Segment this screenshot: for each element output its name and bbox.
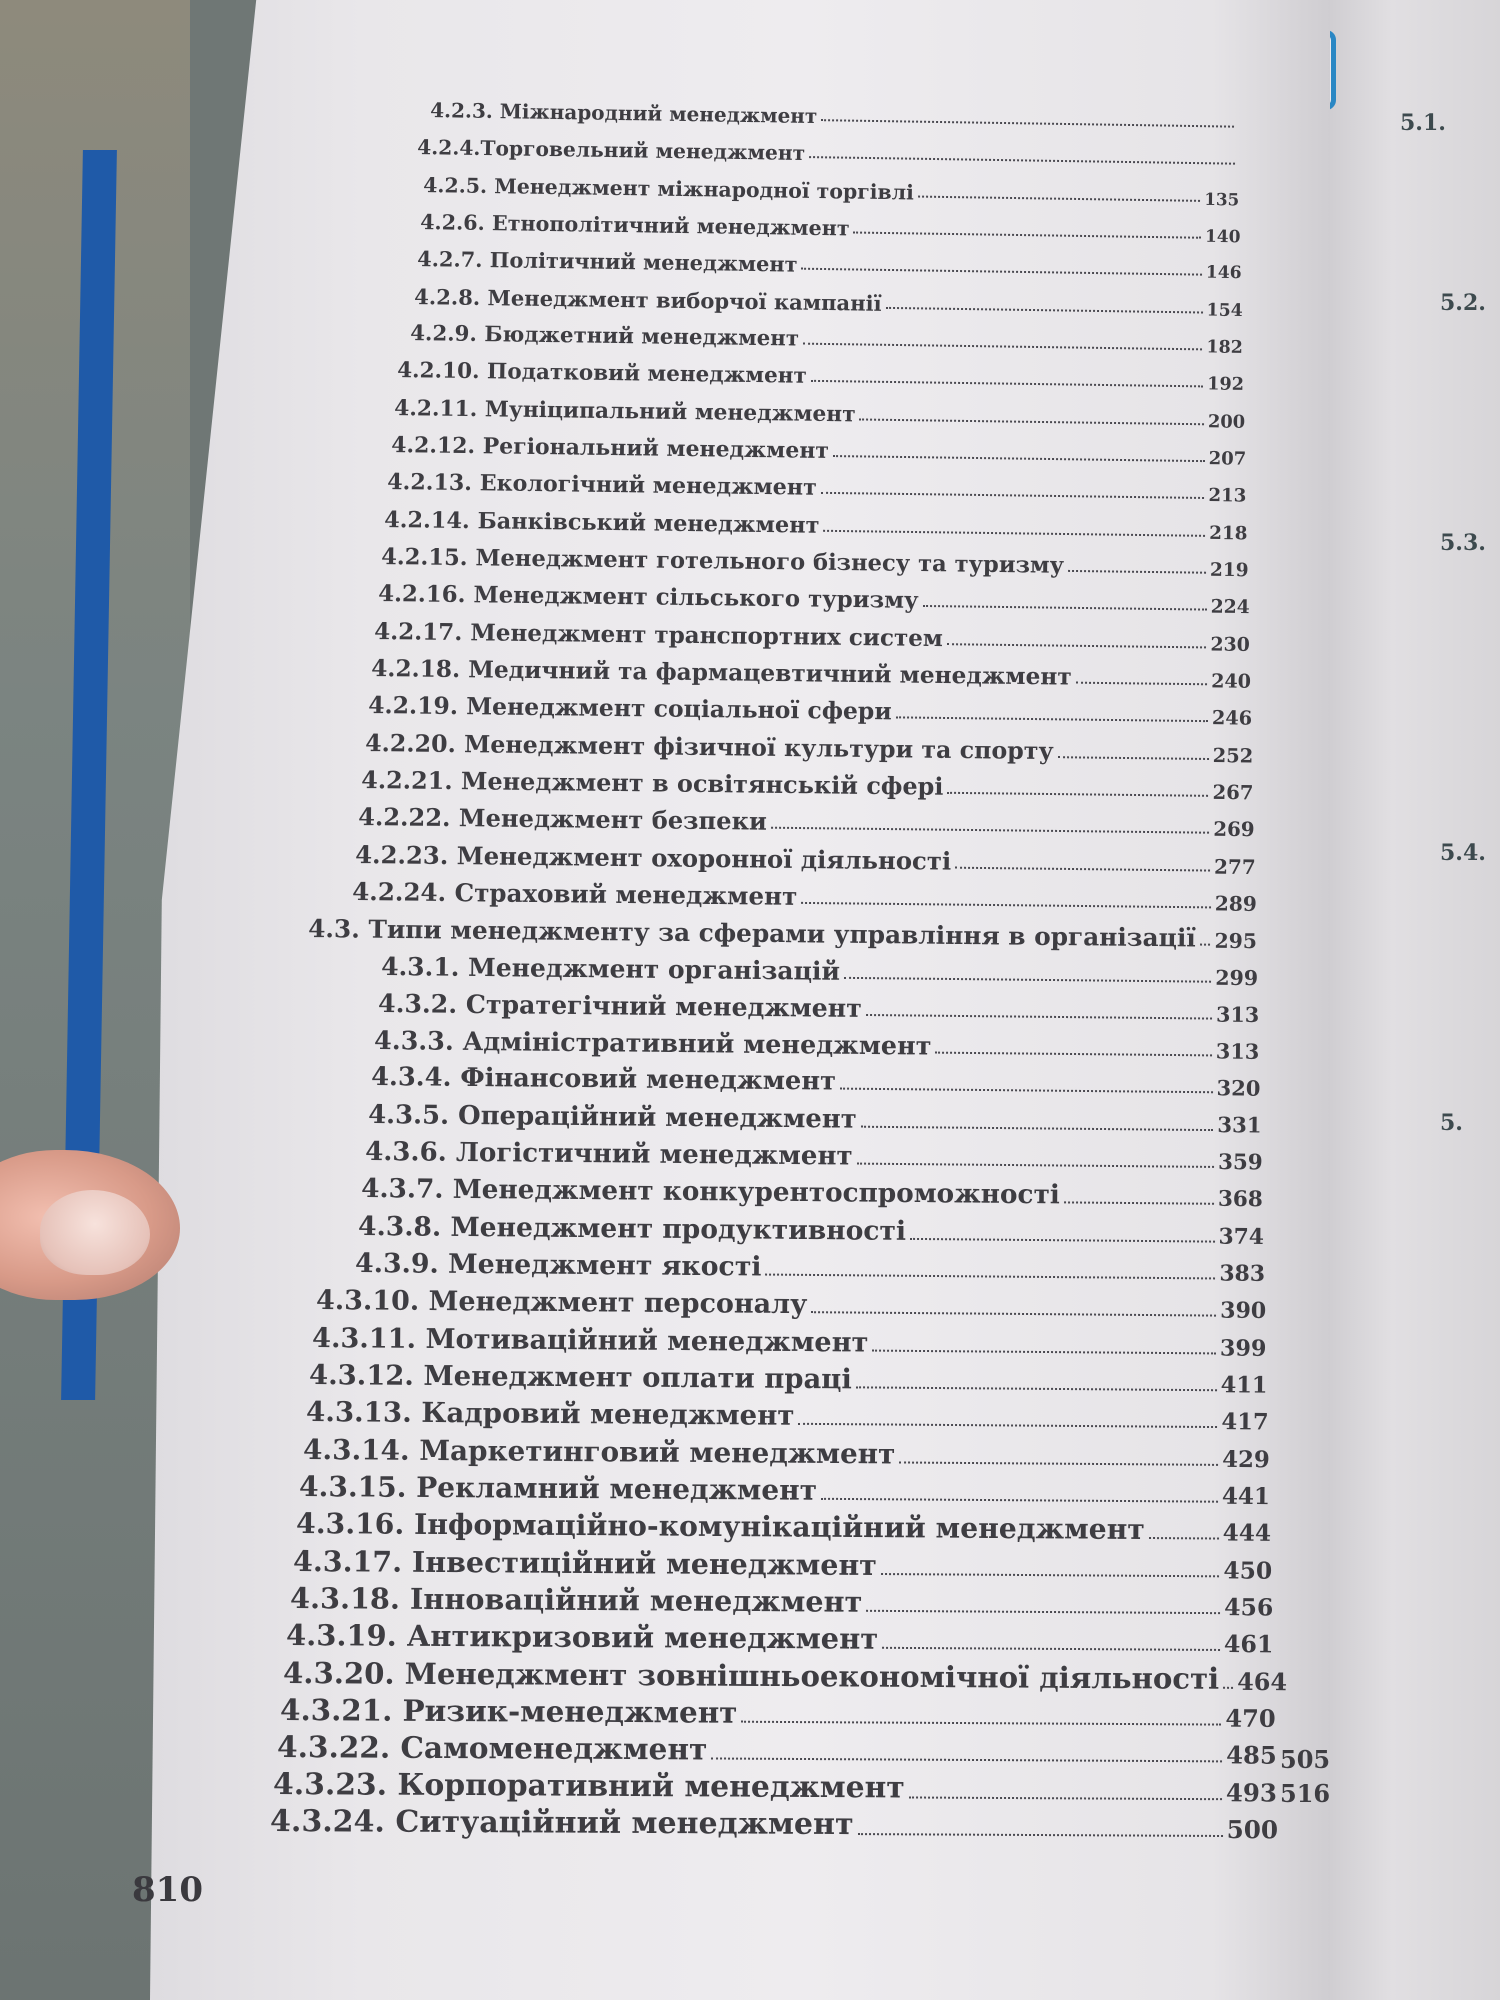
toc-entry: [270, 1805, 1278, 1844]
toc-entry-page: 299: [1215, 965, 1259, 990]
toc-dot-leader: [765, 1274, 1215, 1280]
toc-entry-page: 450: [1223, 1556, 1273, 1585]
toc-entry: [309, 1357, 1268, 1399]
toc-entry: [283, 1655, 1288, 1696]
toc-entry-title: 4.3.3. Адміністративний менеджмент: [374, 1025, 933, 1061]
toc-entry: [368, 1096, 1262, 1139]
toc-dot-leader: [936, 1052, 1212, 1057]
page-number: 810: [132, 1870, 203, 1910]
toc-entry: [365, 723, 1254, 768]
toc-dot-leader: [821, 492, 1205, 499]
toc-entry-title: 4.3.24. Ситуаційний менеджмент: [270, 1804, 854, 1843]
toc-dot-leader: [885, 306, 1202, 313]
toc-entry: [355, 1245, 1265, 1287]
toc-entry-page: 267: [1212, 780, 1254, 805]
toc-entry-title: 4.3.21. Ризик-менеджмент: [279, 1692, 738, 1730]
toc-dot-leader: [711, 1758, 1222, 1763]
toc-entry-page: 219: [1209, 559, 1249, 582]
toc-entry-title: 4.3.14. Маркетинговий менеджмент: [302, 1432, 896, 1471]
toc-dot-leader: [803, 343, 1202, 351]
toc-entry-title: 4.3.23. Корпоративний менеджмент: [273, 1766, 906, 1806]
toc-dot-leader: [918, 195, 1201, 201]
toc-entry-title: 4.3.7. Менеджмент конкурентоспроможності: [361, 1173, 1061, 1211]
toc-dot-leader: [899, 1461, 1218, 1465]
toc-entry-page: 313: [1216, 1038, 1260, 1065]
toc-entry-title: 4.2.13. Екологічний менеджмент: [387, 469, 818, 502]
facing-page-fragment: 5.: [1440, 1110, 1463, 1136]
toc-entry: [371, 1058, 1261, 1101]
toc-dot-leader: [801, 268, 1201, 276]
toc-entry-title: 4.2.18. Медичний та фармацевтичний менеджмент: [371, 654, 1073, 691]
toc-entry: [312, 1320, 1267, 1362]
toc-entry-title: 4.3.12. Менеджмент оплати праці: [309, 1359, 853, 1396]
toc-entry-title: 4.3.13. Кадровий менеджмент: [305, 1395, 795, 1433]
toc-entry-title: 4.2.5. Менеджмент міжнародної торгівлі: [423, 172, 915, 205]
toc-dot-leader: [1076, 682, 1207, 686]
toc-entry-title: 4.2.17. Менеджмент транспортних систем: [374, 617, 944, 652]
toc-dot-leader: [866, 1610, 1220, 1614]
toc-dot-leader: [856, 1163, 1213, 1168]
toc-dot-leader: [832, 455, 1204, 462]
toc-entry: [277, 1730, 1277, 1770]
toc-entry-title: 4.2.6. Етнополітичний менеджмент: [420, 209, 850, 241]
toc-dot-leader: [909, 1796, 1222, 1800]
toc-dot-leader: [840, 1088, 1213, 1094]
toc-entry-title: 4.3.5. Операційний менеджмент: [367, 1099, 857, 1135]
toc-dot-leader: [873, 1349, 1217, 1354]
toc-entry-title: 4.2.9. Бюджетний менеджмент: [410, 320, 800, 352]
toc-entry-page: 213: [1208, 485, 1247, 507]
toc-entry: [355, 835, 1256, 879]
toc-entry-page: 295: [1214, 928, 1258, 954]
toc-entry-page: 192: [1207, 373, 1245, 396]
toc-dot-leader: [1223, 1686, 1233, 1688]
toc-entry-page: 200: [1207, 410, 1246, 433]
toc-entry-page: 493: [1226, 1777, 1278, 1808]
toc-entry-title: 4.2.7. Політичний менеджмент: [416, 246, 798, 277]
toc-entry-title: 4.3.18. Інноваційний менеджмент: [289, 1581, 863, 1619]
toc-dot-leader: [947, 643, 1207, 648]
toc-entry-title: 4.2.3. Міжнародний менеджмент: [430, 98, 818, 129]
toc-dot-leader: [811, 1312, 1216, 1317]
toc-dot-leader: [844, 976, 1211, 982]
toc-dot-leader: [811, 380, 1203, 388]
toc-entry-page: 320: [1216, 1075, 1261, 1102]
toc-entry-page: 331: [1217, 1112, 1262, 1139]
toc-dot-leader: [881, 1573, 1220, 1577]
toc-entry: [368, 685, 1252, 730]
toc-entry: [361, 1170, 1263, 1212]
toc-entry: [286, 1618, 1274, 1658]
toc-dot-leader: [858, 1833, 1223, 1837]
toc-dot-leader: [1200, 944, 1211, 946]
trailing-page-number: 516: [1280, 1779, 1331, 1808]
toc-entry-page: 399: [1220, 1335, 1267, 1362]
toc-entry: [290, 1581, 1273, 1621]
toc-entry-page: 485: [1225, 1740, 1277, 1771]
toc-dot-leader: [1068, 570, 1206, 574]
toc-entry: [306, 1394, 1269, 1435]
toc-entry-page: 140: [1205, 225, 1241, 247]
toc-dot-leader: [823, 529, 1205, 536]
toc-entry-page: 417: [1221, 1409, 1269, 1436]
toc-entry: [378, 573, 1250, 618]
facing-page-fragment: 5.4.: [1440, 840, 1486, 866]
toc-entry-title: 4.3.15. Рекламний менеджмент: [299, 1470, 818, 1507]
toc-entry-title: 4.3.2. Стратегічний менеджмент: [377, 987, 862, 1023]
toc-dot-leader: [821, 1498, 1218, 1503]
toc-entry-page: 368: [1218, 1187, 1264, 1213]
toc-entry-title: 4.2.11. Муніципальний менеджмент: [393, 395, 856, 428]
toc-entry-page: 182: [1206, 337, 1244, 358]
toc-entry-page: 135: [1204, 188, 1240, 210]
toc-entry-page: 441: [1222, 1482, 1271, 1511]
toc-entry-page: 444: [1222, 1519, 1272, 1548]
toc-entry-page: 359: [1217, 1150, 1263, 1176]
toc-entry-title: 4.2.19. Менеджмент соціальної сфери: [367, 691, 892, 726]
toc-entry-page: 383: [1219, 1260, 1266, 1287]
trailing-page-number: 505: [1280, 1745, 1331, 1774]
toc-entry-title: 4.3.9. Менеджмент якості: [354, 1248, 762, 1283]
toc-entry-title: 4.2.21. Менеджмент в освітянській сфері: [361, 765, 944, 801]
toc-entry-title: 4.2.4.Торговельний менеджмент: [416, 135, 806, 166]
facing-page-fragment: 5.3.: [1440, 530, 1486, 556]
toc-entry-title: 4.2.15. Менеджмент готельного бізнесу та туризму: [380, 543, 1065, 579]
toc-entry-page: 429: [1221, 1446, 1270, 1473]
toc-entry-page: 154: [1206, 300, 1243, 321]
toc-dot-leader: [910, 1238, 1215, 1243]
toc-entry-title: 4.2.14. Банківський менеджмент: [384, 506, 820, 539]
toc-entry-page: 246: [1211, 706, 1253, 730]
toc-entry-title: 4.3.17. Інвестиційний менеджмент: [292, 1543, 877, 1582]
toc-entry: [381, 947, 1258, 990]
toc-dot-leader: [771, 827, 1209, 834]
toc-entry-title: 4.2.8. Менеджмент виборчої кампанії: [413, 283, 882, 316]
toc-entry: [378, 984, 1259, 1027]
toc-dot-leader: [948, 792, 1209, 797]
toc-entry-page: 207: [1208, 448, 1247, 470]
toc-entry: [293, 1544, 1272, 1585]
toc-entry-page: 218: [1209, 522, 1248, 544]
toc-entry-page: 313: [1215, 1002, 1260, 1027]
toc-dot-leader: [955, 866, 1210, 871]
toc-entry-page: 240: [1211, 670, 1252, 693]
toc-dot-leader: [865, 1014, 1211, 1020]
toc-entry-title: 4.2.23. Менеджмент охоронної діяльності: [354, 839, 952, 876]
toc-dot-leader: [801, 902, 1211, 908]
toc-entry-page: 277: [1213, 854, 1256, 879]
toc-dot-leader: [741, 1721, 1221, 1726]
toc-entry: [280, 1693, 1276, 1733]
toc-entry-title: 4.3.11. Мотиваційний менеджмент: [312, 1321, 869, 1359]
toc-dot-leader: [859, 418, 1203, 425]
toc-dot-leader: [809, 156, 1235, 165]
toc-entry-page: 456: [1223, 1593, 1273, 1622]
toc-entry-page: 374: [1218, 1224, 1265, 1250]
toc-entry-page: 269: [1213, 816, 1255, 842]
toc-entry-title: 4.2.24. Страховий менеджмент: [351, 876, 797, 911]
toc-entry: [352, 872, 1257, 916]
toc-dot-leader: [922, 605, 1206, 611]
facing-page-fragment: 5.1.: [1400, 110, 1446, 136]
toc-entry-page: 230: [1210, 633, 1251, 656]
toc-entry: [358, 1208, 1264, 1250]
toc-dot-leader: [861, 1126, 1214, 1131]
toc-entry: [365, 1133, 1263, 1175]
toc-entry-page: 252: [1212, 743, 1253, 768]
toc-dot-leader: [882, 1647, 1220, 1651]
toc-dot-leader: [856, 1386, 1217, 1391]
toc-entry-title: 4.3.6. Логістичний менеджмент: [364, 1137, 853, 1172]
toc-entry-title: 4.3.22. Самоменеджмент: [276, 1729, 707, 1767]
facing-page-fragment: 5.2.: [1440, 290, 1486, 316]
toc-entry-page: 461: [1224, 1630, 1274, 1659]
toc-entry-title: 4.2.22. Менеджмент безпеки: [358, 802, 768, 836]
toc-entry-page: 500: [1226, 1815, 1279, 1845]
toc-dot-leader: [854, 231, 1202, 238]
toc-entry: [308, 909, 1257, 953]
toc-entry-page: 224: [1210, 595, 1250, 619]
toc-dot-leader: [1064, 1202, 1214, 1205]
toc-entry-title: 4.3.1. Менеджмент організацій: [381, 951, 841, 986]
toc-entry-title: 4.2.10. Податковий менеджмент: [397, 358, 808, 390]
toc-entry-title: 4.2.12. Регіональний менеджмент: [390, 431, 829, 464]
toc-entry: [303, 1432, 1270, 1473]
toc-entry: [374, 1021, 1260, 1064]
toc-entry-title: 4.3.19. Антикризовий менеджмент: [286, 1618, 879, 1657]
toc-entry-title: 4.3.16. Інформаційно-комунікаційний менеджмент: [296, 1506, 1146, 1547]
toc-entry-title: 4.3.8. Менеджмент продуктивності: [358, 1210, 907, 1247]
toc-entry-title: 4.2.16. Менеджмент сільського туризму: [377, 581, 919, 615]
toc-dot-leader: [895, 717, 1207, 723]
toc-entry: [358, 797, 1255, 841]
toc-entry-title: 4.3.20. Менеджмент зовнішньоекономічної діяльності: [283, 1655, 1220, 1696]
toc-dot-leader: [1057, 756, 1208, 760]
toc-entry-title: 4.3. Типи менеджменту за сферами управління в організації: [308, 914, 1197, 953]
toc-dot-leader: [798, 1423, 1217, 1428]
toc-entry: [273, 1768, 1277, 1807]
toc-entry-page: 464: [1237, 1667, 1288, 1696]
toc-entry-page: 390: [1219, 1298, 1266, 1325]
toc-entry-title: 4.3.10. Менеджмент персоналу: [315, 1285, 808, 1321]
toc-entry: [296, 1506, 1271, 1547]
toc-entry-title: 4.3.4. Фінансовий менеджмент: [371, 1062, 837, 1098]
fingernail: [40, 1190, 150, 1275]
toc-entry-page: 411: [1220, 1372, 1268, 1399]
toc-entry-page: 470: [1225, 1703, 1276, 1733]
toc-dot-leader: [1149, 1537, 1219, 1539]
toc-entry: [299, 1469, 1270, 1510]
toc-entry-title: 4.2.20. Менеджмент фізичної культури та спорту: [364, 728, 1054, 765]
toc-entry-page: 289: [1214, 891, 1257, 916]
toc-dot-leader: [821, 119, 1234, 127]
toc-entry: [316, 1282, 1266, 1324]
toc-entry-page: 146: [1205, 262, 1242, 284]
